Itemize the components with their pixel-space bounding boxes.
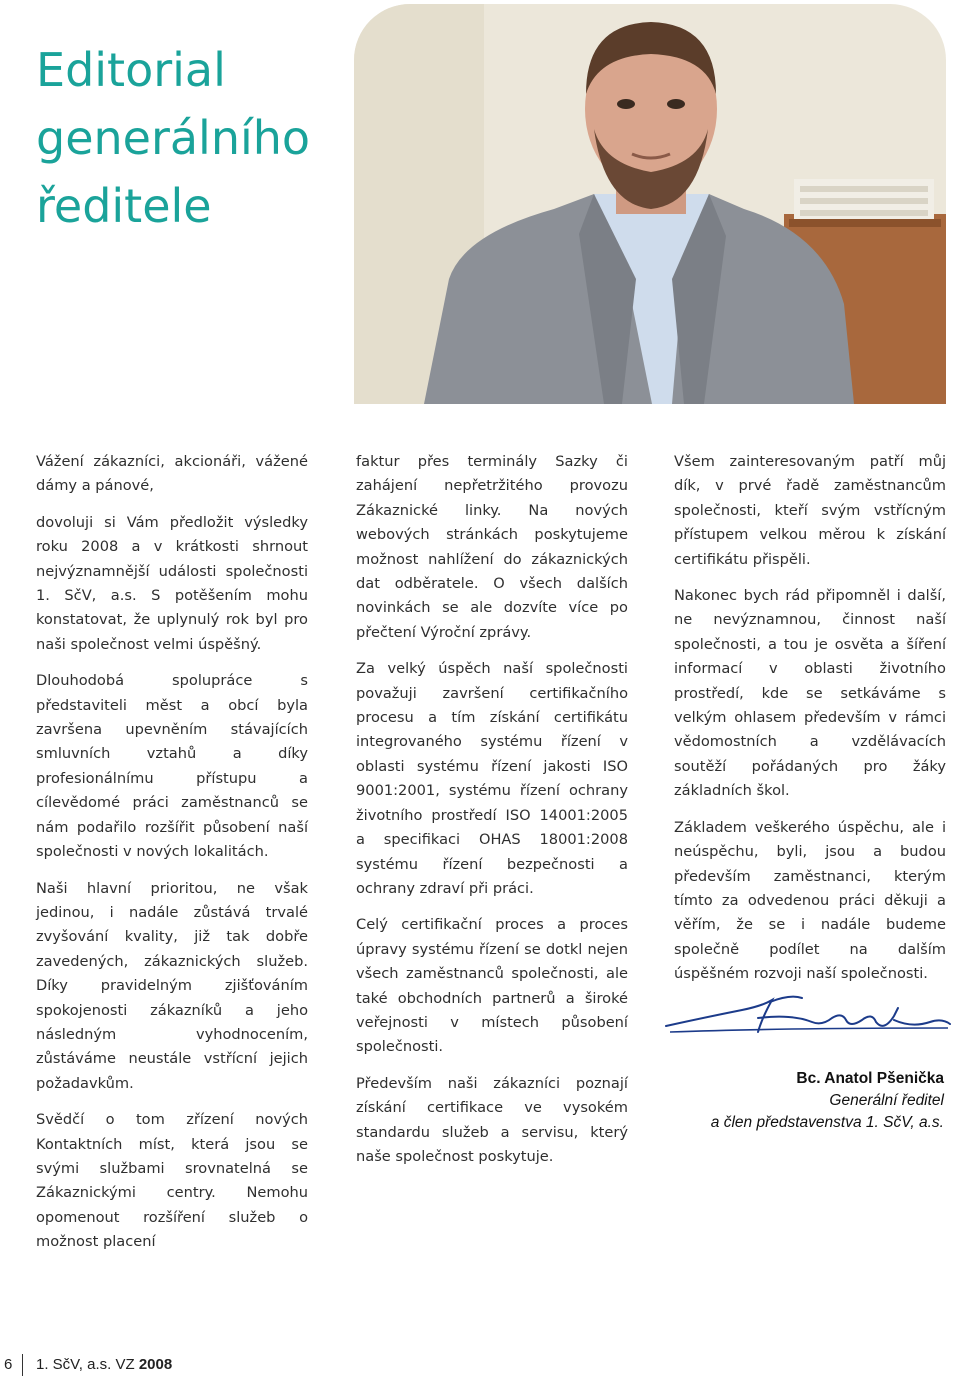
- paragraph: Naši hlavní prioritou, ne však jedinou, i nadále zůstává trvalé zvyšování kvality, již tak dobře zavedených, zákaznických služeb. Díky pravidelným zjišťováním spokojenosti zákazníků a jeho následným vyhodnocením, zůstáváme neustále vstřícní jejich požadavkům.: [36, 879, 308, 1092]
- paragraph: Základem veškerého úspěchu, ale i neúspěchu, byli, jsou a budou především zaměstnanci, kterým tímto za odvedenou práci děkuji a věřím, že se i nadále budeme společně podílet na dalším úspěšném rozvoji naší společnosti.: [674, 818, 946, 983]
- signer-role-2: a člen představenstva 1. SčV, a.s.: [710, 1114, 944, 1131]
- footer-divider: [22, 1354, 23, 1376]
- page-number: 6: [4, 1356, 13, 1373]
- page-title: [36, 36, 336, 240]
- publication-year: 2008: [138, 1356, 173, 1373]
- title-line-1: Editorial: [36, 43, 226, 97]
- portrait-photo: [354, 4, 946, 404]
- paragraph: faktur přes terminály Sazky či zahájení nepřetržitého provozu Zákaznické linky. Na nových webových stránkách poskytujeme možnost nahlížení do zákaznických dat odběratele. O všech dalších novinkách se ale dozvíte více po přečtení Výroční zprávy.: [356, 453, 628, 641]
- paragraph: Nakonec bych rád připomněl i další, ne nevýznamnou, činnost naší společnosti, a tou je osvěta a šíření informací v oblasti životního prostředí, kde se setkáváme s velkým ohlasem především v rámci vědomostních a vzdělávacích soutěží pořádaných pro žáky základních škol.: [674, 587, 946, 800]
- signature-stroke: [662, 988, 952, 1048]
- paragraph: Celý certifikační proces a proces úpravy systému řízení se dotkl nejen všech zaměstnanců společnosti, ale také obchodních partnerů a široké veřejnosti v místech působení společnosti.: [356, 916, 628, 1056]
- text-column-3: [674, 450, 946, 999]
- signer-block: [660, 1068, 944, 1134]
- paragraph: Za velký úspěch naší společnosti považuji završení certifikačního procesu a tím získání certifikátu integrovaného systému řízení v oblasti systému řízení jakosti ISO 9001:2001, systému řízení ochrany životního prostředí ISO 14001:2005 a specifikaci OHAS 18001:2008 systému řízení bezpečnosti a ochrany zdraví při práci.: [356, 660, 628, 897]
- signature-image: [662, 988, 952, 1048]
- page-footer: [0, 1354, 300, 1376]
- publication-label: [36, 1356, 172, 1373]
- publication-name: 1. SčV, a.s. VZ: [36, 1356, 135, 1373]
- text-column-1: [36, 450, 308, 1267]
- paragraph: dovoluji si Vám předložit výsledky roku 2008 a v krátkosti shrnout nejvýznamnější události společnosti 1. SčV, a.s. S potěšením mohu konstatovat, že uplynulý rok byl pro naši společnost velmi úspěšný.: [36, 513, 308, 653]
- signer-name: Bc. Anatol Pšenička: [796, 1070, 944, 1087]
- paragraph: Především naši zákazníci poznají získání certifikace ve vysokém standardu služeb a servisu, který naše společnost poskytuje.: [356, 1074, 628, 1165]
- paragraph: Vážení zákazníci, akcionáři, vážené dámy a pánové,: [36, 453, 308, 495]
- paragraph: Všem zainteresovaným patří můj dík, v prvé řadě zaměstnancům společnosti, kteří svým vstřícným přístupem velkou měrou k získání certifikátu přispěli.: [674, 453, 946, 568]
- title-line-3: ředitele: [36, 179, 212, 233]
- title-line-2: generálního: [36, 111, 311, 165]
- paragraph: Svědčí o tom zřízení nových Kontaktních míst, která jsou se svými službami srovnatelná se Zákaznickými centry. Nemohu opomenout rozšíření služeb o možnost placení: [36, 1111, 308, 1251]
- signer-role: Generální ředitel: [829, 1092, 944, 1109]
- portrait-illustration: [354, 4, 946, 404]
- paragraph: Dlouhodobá spolupráce s představiteli měst a obcí byla završena upevněním stávajících smluvních vztahů a díky profesionálnímu přístupu a cílevědomé práci zaměstnanců se nám podařilo rozšířit působení naší společnosti v nových lokalitách.: [36, 672, 308, 861]
- text-column-2: [356, 450, 628, 1181]
